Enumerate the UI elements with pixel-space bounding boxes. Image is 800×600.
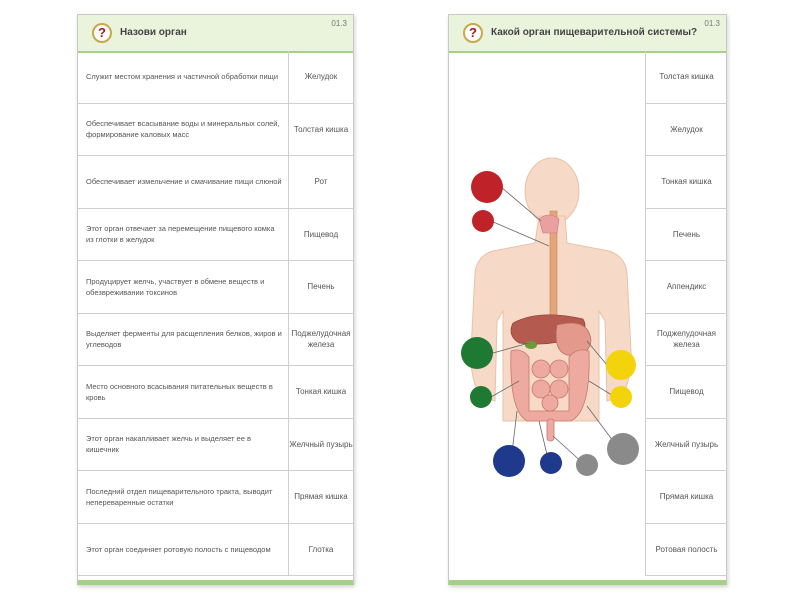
marker-blue-small[interactable] bbox=[540, 452, 562, 474]
marker-blue-large[interactable] bbox=[493, 445, 525, 477]
marker-gray-small[interactable] bbox=[576, 454, 598, 476]
table-row bbox=[646, 103, 728, 156]
row-description: Этот орган отвечает за перемещение пищевого комка из глотки в желудок bbox=[78, 208, 289, 261]
table-row bbox=[646, 471, 728, 524]
card-header bbox=[449, 15, 726, 53]
row-term: Желудок bbox=[289, 51, 354, 103]
answer-term: Печень bbox=[646, 208, 728, 261]
table-row bbox=[78, 313, 353, 366]
table-row bbox=[78, 261, 353, 314]
table-row bbox=[78, 208, 353, 261]
answer-term: Пищевод bbox=[646, 366, 728, 419]
digestive-system-diagram bbox=[449, 51, 645, 581]
row-description: Продуцирует желчь, участвует в обмене веществ и обезвреживании токсинов bbox=[78, 261, 289, 314]
card-header bbox=[78, 15, 353, 53]
table-row bbox=[78, 51, 353, 103]
card-number: 01.3 bbox=[331, 19, 347, 28]
row-description: Место основного всасывания питательных веществ в кровь bbox=[78, 366, 289, 419]
answer-term: Ротовая полость bbox=[646, 523, 728, 576]
row-description: Этот орган соединяет ротовую полость с пищеводом bbox=[78, 523, 289, 576]
row-term: Желчный пузырь bbox=[289, 418, 354, 471]
marker-green-small[interactable] bbox=[470, 386, 492, 408]
row-term: Печень bbox=[289, 261, 354, 314]
answer-term: Толстая кишка bbox=[646, 51, 728, 103]
card-title: Назови орган bbox=[120, 27, 187, 38]
oral-cavity bbox=[539, 215, 559, 233]
answer-term: Прямая кишка bbox=[646, 471, 728, 524]
table-row bbox=[646, 523, 728, 576]
row-description: Выделяет ферменты для расщепления белков, жиров и углеводов bbox=[78, 313, 289, 366]
question-mark-icon: ? bbox=[92, 23, 112, 43]
table-row bbox=[646, 366, 728, 419]
table-row bbox=[78, 418, 353, 471]
marker-yellow-small[interactable] bbox=[610, 386, 632, 408]
row-term: Глотка bbox=[289, 523, 354, 576]
row-description: Служит местом хранения и частичной обработки пищи bbox=[78, 51, 289, 103]
table-row bbox=[646, 313, 728, 366]
answer-term: Тонкая кишка bbox=[646, 156, 728, 209]
marker-gray-large[interactable] bbox=[607, 433, 639, 465]
table-row bbox=[646, 418, 728, 471]
answer-term: Аппендикс bbox=[646, 261, 728, 314]
table-row bbox=[78, 156, 353, 209]
card-number: 01.3 bbox=[704, 19, 720, 28]
marker-yellow-large[interactable] bbox=[606, 350, 636, 380]
answer-term: Желчный пузырь bbox=[646, 418, 728, 471]
definitions-table bbox=[78, 51, 353, 576]
right-flashcard bbox=[448, 14, 727, 585]
row-term: Прямая кишка bbox=[289, 471, 354, 524]
card-title: Какой орган пищеварительной системы? bbox=[491, 27, 698, 38]
row-description: Обеспечивает всасывание воды и минеральных солей, формирование каловых масс bbox=[78, 103, 289, 156]
marker-red-large[interactable] bbox=[471, 171, 503, 203]
row-description: Обеспечивает измельчение и смачивание пищи слюной bbox=[78, 156, 289, 209]
table-row bbox=[646, 261, 728, 314]
table-row bbox=[646, 156, 728, 209]
row-description: Этот орган накапливает желчь и выделяет ее в кишечник bbox=[78, 418, 289, 471]
marker-red-small[interactable] bbox=[472, 210, 494, 232]
answers-table bbox=[645, 51, 727, 576]
row-term: Пищевод bbox=[289, 208, 354, 261]
question-mark-icon: ? bbox=[463, 23, 483, 43]
table-row bbox=[78, 523, 353, 576]
answer-term: Желудок bbox=[646, 103, 728, 156]
table-row bbox=[78, 471, 353, 524]
table-row bbox=[78, 103, 353, 156]
table-row bbox=[646, 51, 728, 103]
row-term: Рот bbox=[289, 156, 354, 209]
table-row bbox=[78, 366, 353, 419]
answer-term: Поджелудочная железа bbox=[646, 313, 728, 366]
table-row bbox=[646, 208, 728, 261]
marker-green-large[interactable] bbox=[461, 337, 493, 369]
row-term: Толстая кишка bbox=[289, 103, 354, 156]
row-description: Последний отдел пищеварительного тракта, выводит непереваренные остатки bbox=[78, 471, 289, 524]
gallbladder bbox=[525, 341, 537, 349]
row-term: Поджелудочная железа bbox=[289, 313, 354, 366]
row-term: Тонкая кишка bbox=[289, 366, 354, 419]
left-flashcard bbox=[77, 14, 354, 585]
